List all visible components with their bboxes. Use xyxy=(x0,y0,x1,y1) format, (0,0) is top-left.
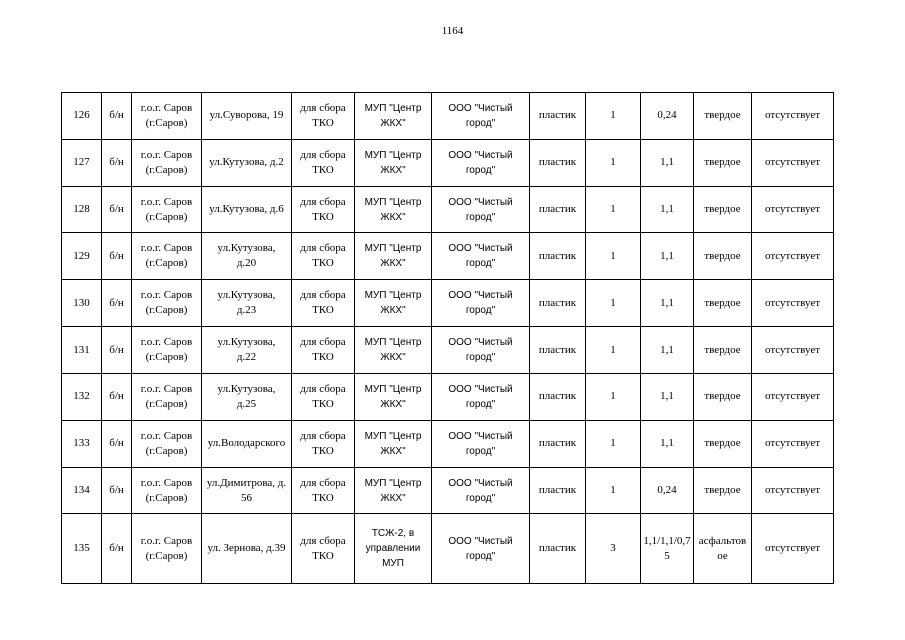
cell-address: ул.Кутузова, д.20 xyxy=(202,233,292,280)
cell-purpose: для сбора ТКО xyxy=(292,467,355,514)
cell-material: пластик xyxy=(530,186,586,233)
cell-number: 127 xyxy=(62,139,102,186)
cell-fence: отсутствует xyxy=(752,514,834,584)
cell-operator: ООО "Чистый город" xyxy=(432,514,530,584)
table-body xyxy=(62,93,834,584)
cell-container-volume: 1,1/1,1/0,7 5 xyxy=(641,514,694,584)
cell-code: б/н xyxy=(102,420,132,467)
cell-address: ул.Кутузова, д.23 xyxy=(202,280,292,327)
cell-purpose: для сбора ТКО xyxy=(292,93,355,140)
cell-container-volume: 0,24 xyxy=(641,93,694,140)
cell-surface: твердое xyxy=(694,93,752,140)
cell-address: ул.Димитрова, д. 56 xyxy=(202,467,292,514)
cell-container-count: 1 xyxy=(586,467,641,514)
cell-surface: твердое xyxy=(694,327,752,374)
cell-fence: отсутствует xyxy=(752,467,834,514)
cell-purpose: для сбора ТКО xyxy=(292,514,355,584)
cell-fence: отсутствует xyxy=(752,373,834,420)
cell-surface: твердое xyxy=(694,139,752,186)
cell-balance-holder: МУП "Центр ЖКХ" xyxy=(355,93,432,140)
cell-container-volume: 1,1 xyxy=(641,233,694,280)
cell-material: пластик xyxy=(530,280,586,327)
cell-surface: твердое xyxy=(694,186,752,233)
cell-municipality: г.о.г. Саров (г.Саров) xyxy=(132,420,202,467)
cell-number: 130 xyxy=(62,280,102,327)
cell-surface: асфальтов ое xyxy=(694,514,752,584)
cell-balance-holder: МУП "Центр ЖКХ" xyxy=(355,186,432,233)
cell-container-volume: 0,24 xyxy=(641,467,694,514)
cell-fence: отсутствует xyxy=(752,420,834,467)
cell-municipality: г.о.г. Саров (г.Саров) xyxy=(132,93,202,140)
cell-purpose: для сбора ТКО xyxy=(292,327,355,374)
cell-operator: ООО "Чистый город" xyxy=(432,420,530,467)
cell-material: пластик xyxy=(530,467,586,514)
cell-municipality: г.о.г. Саров (г.Саров) xyxy=(132,139,202,186)
cell-purpose: для сбора ТКО xyxy=(292,233,355,280)
cell-code: б/н xyxy=(102,139,132,186)
cell-material: пластик xyxy=(530,420,586,467)
table-row xyxy=(62,280,834,327)
cell-code: б/н xyxy=(102,93,132,140)
cell-address: ул.Кутузова, д.25 xyxy=(202,373,292,420)
cell-number: 135 xyxy=(62,514,102,584)
cell-balance-holder: МУП "Центр ЖКХ" xyxy=(355,373,432,420)
table-row xyxy=(62,139,834,186)
waste-sites-table xyxy=(61,92,834,584)
cell-address: ул.Кутузова, д.22 xyxy=(202,327,292,374)
cell-container-volume: 1,1 xyxy=(641,373,694,420)
cell-container-volume: 1,1 xyxy=(641,327,694,374)
table-row xyxy=(62,327,834,374)
cell-number: 133 xyxy=(62,420,102,467)
cell-fence: отсутствует xyxy=(752,280,834,327)
cell-number: 132 xyxy=(62,373,102,420)
cell-number: 126 xyxy=(62,93,102,140)
cell-municipality: г.о.г. Саров (г.Саров) xyxy=(132,467,202,514)
cell-balance-holder: МУП "Центр ЖКХ" xyxy=(355,327,432,374)
cell-container-count: 3 xyxy=(586,514,641,584)
cell-address: ул.Суворова, 19 xyxy=(202,93,292,140)
cell-municipality: г.о.г. Саров (г.Саров) xyxy=(132,327,202,374)
cell-operator: ООО "Чистый город" xyxy=(432,186,530,233)
cell-container-count: 1 xyxy=(586,280,641,327)
cell-address: ул.Володарского xyxy=(202,420,292,467)
cell-container-count: 1 xyxy=(586,186,641,233)
cell-surface: твердое xyxy=(694,280,752,327)
cell-balance-holder: ТСЖ-2, в управлении МУП xyxy=(355,514,432,584)
cell-address: ул.Кутузова, д.6 xyxy=(202,186,292,233)
cell-code: б/н xyxy=(102,373,132,420)
cell-number: 131 xyxy=(62,327,102,374)
cell-material: пластик xyxy=(530,139,586,186)
cell-code: б/н xyxy=(102,327,132,374)
cell-balance-holder: МУП "Центр ЖКХ" xyxy=(355,420,432,467)
cell-operator: ООО "Чистый город" xyxy=(432,373,530,420)
cell-number: 129 xyxy=(62,233,102,280)
cell-purpose: для сбора ТКО xyxy=(292,373,355,420)
cell-municipality: г.о.г. Саров (г.Саров) xyxy=(132,514,202,584)
cell-code: б/н xyxy=(102,233,132,280)
cell-container-count: 1 xyxy=(586,93,641,140)
cell-number: 134 xyxy=(62,467,102,514)
cell-container-count: 1 xyxy=(586,233,641,280)
cell-operator: ООО "Чистый город" xyxy=(432,139,530,186)
cell-balance-holder: МУП "Центр ЖКХ" xyxy=(355,139,432,186)
cell-code: б/н xyxy=(102,186,132,233)
cell-code: б/н xyxy=(102,280,132,327)
table-row xyxy=(62,514,834,584)
cell-fence: отсутствует xyxy=(752,233,834,280)
cell-code: б/н xyxy=(102,514,132,584)
cell-material: пластик xyxy=(530,514,586,584)
page-number: 1164 xyxy=(441,25,464,37)
table-row xyxy=(62,467,834,514)
cell-container-volume: 1,1 xyxy=(641,420,694,467)
cell-surface: твердое xyxy=(694,373,752,420)
cell-balance-holder: МУП "Центр ЖКХ" xyxy=(355,467,432,514)
cell-operator: ООО "Чистый город" xyxy=(432,233,530,280)
cell-purpose: для сбора ТКО xyxy=(292,420,355,467)
cell-material: пластик xyxy=(530,327,586,374)
cell-operator: ООО "Чистый город" xyxy=(432,280,530,327)
cell-operator: ООО "Чистый город" xyxy=(432,467,530,514)
cell-container-count: 1 xyxy=(586,420,641,467)
cell-surface: твердое xyxy=(694,467,752,514)
cell-operator: ООО "Чистый город" xyxy=(432,93,530,140)
cell-balance-holder: МУП "Центр ЖКХ" xyxy=(355,233,432,280)
cell-container-count: 1 xyxy=(586,139,641,186)
table-row xyxy=(62,373,834,420)
cell-purpose: для сбора ТКО xyxy=(292,139,355,186)
table-row xyxy=(62,186,834,233)
cell-container-volume: 1,1 xyxy=(641,186,694,233)
cell-material: пластик xyxy=(530,373,586,420)
cell-municipality: г.о.г. Саров (г.Саров) xyxy=(132,373,202,420)
cell-container-volume: 1,1 xyxy=(641,280,694,327)
cell-address: ул. Зернова, д.39 xyxy=(202,514,292,584)
cell-material: пластик xyxy=(530,93,586,140)
cell-surface: твердое xyxy=(694,233,752,280)
table-row xyxy=(62,93,834,140)
cell-fence: отсутствует xyxy=(752,139,834,186)
cell-purpose: для сбора ТКО xyxy=(292,186,355,233)
cell-surface: твердое xyxy=(694,420,752,467)
cell-code: б/н xyxy=(102,467,132,514)
cell-municipality: г.о.г. Саров (г.Саров) xyxy=(132,233,202,280)
cell-container-volume: 1,1 xyxy=(641,139,694,186)
cell-fence: отсутствует xyxy=(752,327,834,374)
cell-material: пластик xyxy=(530,233,586,280)
cell-balance-holder: МУП "Центр ЖКХ" xyxy=(355,280,432,327)
cell-container-count: 1 xyxy=(586,373,641,420)
cell-municipality: г.о.г. Саров (г.Саров) xyxy=(132,186,202,233)
cell-purpose: для сбора ТКО xyxy=(292,280,355,327)
cell-number: 128 xyxy=(62,186,102,233)
cell-address: ул.Кутузова, д.2 xyxy=(202,139,292,186)
table-row xyxy=(62,420,834,467)
cell-fence: отсутствует xyxy=(752,93,834,140)
table-row xyxy=(62,233,834,280)
cell-operator: ООО "Чистый город" xyxy=(432,327,530,374)
cell-fence: отсутствует xyxy=(752,186,834,233)
cell-municipality: г.о.г. Саров (г.Саров) xyxy=(132,280,202,327)
cell-container-count: 1 xyxy=(586,327,641,374)
